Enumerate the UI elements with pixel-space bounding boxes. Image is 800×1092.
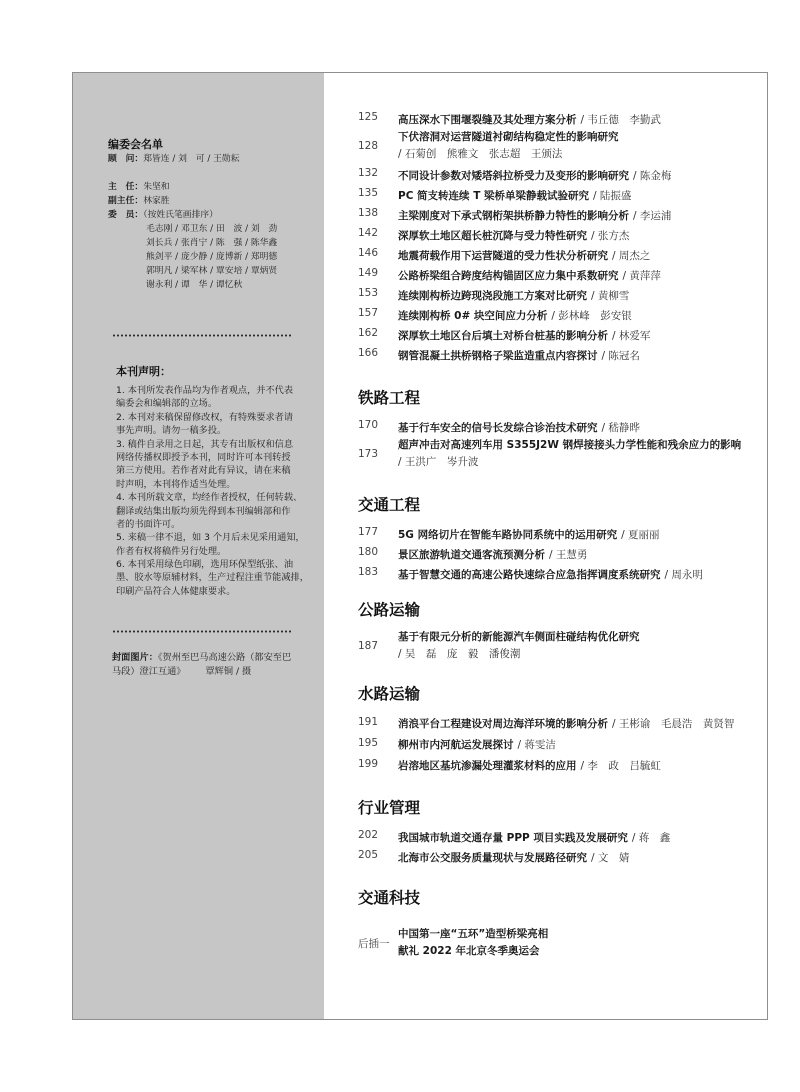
toc-entry bbox=[358, 435, 762, 471]
entry-text bbox=[398, 204, 671, 223]
page-number: 205 bbox=[358, 849, 379, 861]
entry-text bbox=[398, 164, 671, 183]
article-title: 主梁刚度对下承式钢桁架拱桥静力特性的影响分析 bbox=[398, 209, 629, 222]
article-title: 中国第一座“五环”造型桥梁亮相 bbox=[398, 928, 549, 940]
statement-line: 者的书面许可。 bbox=[116, 518, 181, 530]
member-row: 熊剑平 / 庞少静 / 庞博新 / 郑明德 bbox=[146, 252, 278, 262]
article-title: 基于有限元分析的新能源汽车侧面柱碰结构优化研究 bbox=[398, 631, 640, 643]
article-authors: / 李运浦 bbox=[633, 209, 672, 222]
section-heading: 行业管理 bbox=[358, 799, 421, 817]
cover-line bbox=[112, 651, 317, 665]
article-authors: / 陈金梅 bbox=[633, 169, 672, 182]
entry-text bbox=[398, 733, 556, 752]
spacer bbox=[108, 166, 313, 180]
cover-line bbox=[112, 665, 317, 679]
toc-entry bbox=[358, 753, 762, 774]
statement-item bbox=[116, 558, 316, 598]
article-title: 地震荷载作用下运营隧道的受力性状分析研究 bbox=[398, 249, 608, 262]
page-number: 135 bbox=[358, 187, 379, 199]
article-title: 5G 网络切片在智能车路协同系统中的运用研究 bbox=[398, 528, 618, 541]
members-note: （按姓氏笔画排序） bbox=[143, 210, 218, 220]
section-heading: 铁路工程 bbox=[358, 389, 421, 407]
article-title: 消浪平台工程建设对周边海洋环境的影响分析 bbox=[398, 718, 608, 730]
toc-entry bbox=[358, 627, 762, 663]
dotted-divider bbox=[112, 630, 292, 633]
page-number: 128 bbox=[358, 140, 379, 152]
page-number: 138 bbox=[358, 207, 379, 219]
entry-text bbox=[398, 826, 670, 845]
article-authors: / 陆振盛 bbox=[593, 189, 632, 202]
page-number: 157 bbox=[358, 307, 379, 319]
article-authors: / 李 政 吕毓虹 bbox=[580, 760, 661, 772]
article-authors: / 韦丘德 李勤武 bbox=[580, 113, 661, 126]
toc-entry bbox=[358, 203, 762, 223]
statement-line: 印刷产品符合人体健康要求。 bbox=[116, 585, 236, 597]
page-number: 166 bbox=[358, 347, 379, 359]
article-authors: / 王彬谕 毛晨浩 黄贤智 bbox=[612, 718, 735, 730]
entry-text bbox=[398, 712, 734, 731]
toc-section bbox=[358, 798, 762, 865]
toc-entry bbox=[358, 562, 762, 582]
entry-text bbox=[398, 264, 661, 283]
toc-entry bbox=[358, 243, 762, 263]
article-title: 高压深水下围堰裂缝及其处理方案分析 bbox=[398, 113, 577, 126]
article-title: 钢管混凝土拱桥钢格子梁监造重点内容探讨 bbox=[398, 349, 598, 362]
director-line bbox=[108, 180, 313, 194]
statement-line: 翻译或结集出版均须先得到本刊编辑部和作 bbox=[116, 505, 291, 517]
statement-line: 5. 来稿一律不退，如 3 个月后未见采用通知， bbox=[116, 532, 305, 544]
statement-item bbox=[116, 411, 316, 438]
statement-line: 编委会和编辑部的立场。 bbox=[116, 398, 218, 410]
entry-text bbox=[398, 224, 629, 243]
toc-section bbox=[358, 388, 762, 471]
toc-section bbox=[358, 684, 762, 774]
article-title: 基于智慧交通的高速公路快速综合应急指挥调度系统研究 bbox=[398, 568, 661, 581]
toc-entry bbox=[358, 522, 762, 542]
toc-section bbox=[358, 888, 762, 960]
entry-text bbox=[398, 184, 631, 203]
article-subtitle: 献礼 2022 年北京冬季奥运会 bbox=[398, 945, 540, 957]
page-number: 187 bbox=[358, 640, 379, 652]
article-title: 不同设计参数对矮塔斜拉桥受力及变形的影响研究 bbox=[398, 169, 629, 182]
entry-text bbox=[398, 437, 741, 471]
article-authors: / 嵇静晔 bbox=[601, 421, 640, 434]
article-authors: / 吴 磊 庞 毅 潘俊潮 bbox=[398, 648, 521, 660]
members-label: 委 员： bbox=[108, 210, 144, 220]
statement-line: 4. 本刊所载文章，均经作者授权，任何转载、 bbox=[116, 492, 303, 504]
article-title: 公路桥梁组合跨度结构锚固区应力集中系数研究 bbox=[398, 269, 619, 282]
toc-entry bbox=[358, 283, 762, 303]
toc-entry bbox=[358, 542, 762, 562]
entry-text bbox=[398, 284, 629, 303]
article-authors: / 林爱军 bbox=[612, 329, 651, 342]
member-row: 毛志刚 / 邓卫东 / 田 波 / 刘 劲 bbox=[146, 224, 278, 234]
page-number: 183 bbox=[358, 566, 379, 578]
article-title: 岩溶地区基坑渗漏处理灌浆材料的应用 bbox=[398, 760, 577, 772]
statement-line: 作者有权将稿件另行处理。 bbox=[116, 545, 227, 557]
article-authors: / 蒋雯洁 bbox=[517, 739, 556, 751]
article-authors: / 周永明 bbox=[664, 568, 703, 581]
statement-line: 第三方使用。若作者对此有异议，请在来稿 bbox=[116, 465, 291, 477]
board-heading: 编委会名单 bbox=[108, 138, 163, 151]
statement-line: 2. 本刊对来稿保留修改权，有特殊要求者请 bbox=[116, 411, 294, 423]
entry-text bbox=[398, 244, 650, 263]
members-line bbox=[108, 208, 313, 222]
advisors-label: 顾 问： bbox=[108, 154, 144, 164]
section-heading: 交通科技 bbox=[358, 889, 421, 907]
statement-line: 6. 本刊采用绿色印刷，选用环保型纸张、油 bbox=[116, 559, 294, 571]
entry-text bbox=[398, 344, 640, 363]
page-number: 173 bbox=[358, 448, 379, 460]
article-title: 柳州市内河航运发展探讨 bbox=[398, 739, 514, 751]
article-title: 连续刚构桥边跨现浇段施工方案对比研究 bbox=[398, 289, 587, 302]
entry-text bbox=[398, 129, 619, 163]
article-title: 连续刚构桥 0# 块空间应力分析 bbox=[398, 309, 548, 322]
statement-line: 网络传播权即授予本刊，同时许可本刊转授 bbox=[116, 451, 291, 463]
toc-entry bbox=[358, 183, 762, 203]
article-title: 基于行车安全的信号长发综合诊治技术研究 bbox=[398, 421, 598, 434]
toc-entry bbox=[358, 343, 762, 363]
statement-item bbox=[116, 438, 316, 492]
page-number: 142 bbox=[358, 227, 379, 239]
entry-text bbox=[398, 543, 587, 562]
article-authors: / 王慧勇 bbox=[549, 548, 588, 561]
member-list bbox=[108, 222, 313, 292]
director-value: 朱坚和 bbox=[143, 182, 170, 192]
toc-entry bbox=[358, 711, 762, 732]
article-authors: / 文 婧 bbox=[591, 851, 630, 864]
page-number: 125 bbox=[358, 111, 379, 123]
article-title: PC 简支转连续 T 梁桥单梁静载试验研究 bbox=[398, 189, 590, 202]
statement-item bbox=[116, 491, 316, 531]
cover-caption bbox=[112, 651, 317, 679]
member-row: 郭明凡 / 梁军林 / 覃安培 / 覃炳贤 bbox=[146, 266, 278, 276]
cover-label: 封面图片： bbox=[112, 652, 158, 663]
toc-entry bbox=[358, 825, 762, 845]
deputy-director-value: 林家胜 bbox=[143, 196, 170, 206]
advisors-value: 郑皆连 / 刘 可 / 王勋耘 bbox=[143, 154, 240, 164]
advisors-line bbox=[108, 152, 313, 166]
toc-entry bbox=[358, 323, 762, 343]
entry-text bbox=[398, 523, 659, 542]
member-row: 谢永利 / 谭 华 / 谭忆秋 bbox=[146, 280, 243, 290]
statement-line: 时声明，本刊将作适当处理。 bbox=[116, 478, 236, 490]
page-number: 202 bbox=[358, 829, 379, 841]
article-authors: / 石菊创 熊雅文 张志超 王颁法 bbox=[398, 148, 563, 160]
entry-text bbox=[398, 926, 548, 960]
article-authors: / 夏丽丽 bbox=[621, 528, 660, 541]
entry-text bbox=[398, 754, 661, 773]
entry-text bbox=[398, 304, 632, 323]
cover-caption-text: 马段）澄江互通》 bbox=[112, 666, 186, 677]
toc-entry bbox=[358, 415, 762, 435]
toc-entry bbox=[358, 924, 762, 960]
statement-line: 3. 稿件自录用之日起，其专有出版权和信息 bbox=[116, 438, 294, 450]
entry-text bbox=[398, 324, 650, 343]
article-title: 超声冲击对高速列车用 S355J2W 钢焊接接头力学性能和残余应力的影响 bbox=[398, 439, 742, 451]
page-number: 199 bbox=[358, 757, 379, 770]
statement-item bbox=[116, 531, 316, 558]
page-number: 191 bbox=[358, 715, 379, 728]
article-authors: / 彭林峰 彭安银 bbox=[551, 309, 632, 322]
page-number: 162 bbox=[358, 327, 379, 339]
toc-section bbox=[358, 107, 762, 363]
article-title: 我国城市轨道交通存量 PPP 项目实践及发展研究 bbox=[398, 831, 628, 844]
statement-line: 墨、胶水等原辅材料，生产过程注重节能减排， bbox=[116, 572, 309, 584]
toc-entry bbox=[358, 107, 762, 127]
page-number: 180 bbox=[358, 546, 379, 558]
section-heading: 交通工程 bbox=[358, 496, 421, 514]
entry-text bbox=[398, 846, 629, 865]
section-heading: 公路运输 bbox=[358, 601, 421, 619]
dotted-divider bbox=[112, 334, 292, 337]
page-number: 177 bbox=[358, 526, 379, 538]
toc-entry bbox=[358, 845, 762, 865]
statement-line: 1. 本刊所发表作品均为作者观点，并不代表 bbox=[116, 385, 294, 396]
section-heading: 水路运输 bbox=[358, 685, 421, 703]
statement-line: 事先声明。请勿一稿多投。 bbox=[116, 425, 227, 437]
article-authors: / 黄萍萍 bbox=[622, 269, 661, 282]
toc-entry bbox=[358, 163, 762, 183]
entry-text bbox=[398, 416, 640, 435]
editorial-board bbox=[108, 138, 313, 292]
toc-entry bbox=[358, 732, 762, 753]
article-title: 下伏溶洞对运营隧道衬砌结构稳定性的影响研究 bbox=[398, 131, 619, 143]
statement-heading: 本刊声明： bbox=[116, 365, 171, 378]
article-title: 景区旅游轨道交通客流预测分析 bbox=[398, 548, 545, 561]
article-title: 深厚软土地区超长桩沉降与受力特性研究 bbox=[398, 229, 587, 242]
entry-text bbox=[398, 563, 703, 582]
page-number: 170 bbox=[358, 419, 379, 431]
article-authors: / 周杰之 bbox=[612, 249, 651, 262]
page-number: 146 bbox=[358, 247, 379, 259]
article-authors: / 陈冠名 bbox=[601, 349, 640, 362]
article-authors: / 蒋 鑫 bbox=[631, 831, 671, 844]
page-number: 195 bbox=[358, 736, 379, 749]
cover-credit: 覃辉铜 / 摄 bbox=[205, 666, 252, 677]
journal-statement bbox=[116, 365, 316, 598]
entry-text bbox=[398, 108, 661, 127]
article-title: 深厚软土地区台后填土对桥台桩基的影响分析 bbox=[398, 329, 608, 342]
article-authors: / 王洪广 岑升波 bbox=[398, 456, 479, 468]
page-number: 149 bbox=[358, 267, 379, 279]
cover-caption-text: 《贺州至巴马高速公路（都安至巴 bbox=[157, 652, 292, 663]
page-number: 后插一 bbox=[358, 937, 390, 950]
toc-entry bbox=[358, 303, 762, 323]
entry-text bbox=[398, 629, 640, 663]
article-title: 北海市公交服务质量现状与发展路径研究 bbox=[398, 851, 587, 864]
deputy-director-line bbox=[108, 194, 313, 208]
director-label: 主 任： bbox=[108, 182, 144, 192]
deputy-director-label: 副主任： bbox=[108, 196, 144, 206]
article-authors: / 黄柳雪 bbox=[591, 289, 630, 302]
toc-entry bbox=[358, 127, 762, 163]
page-number: 132 bbox=[358, 167, 379, 179]
toc-entry bbox=[358, 263, 762, 283]
member-row: 刘长兵 / 张肖宁 / 陈 强 / 陈华鑫 bbox=[146, 238, 278, 248]
toc-section bbox=[358, 495, 762, 582]
toc-entry bbox=[358, 223, 762, 243]
article-authors: / 张方杰 bbox=[591, 229, 630, 242]
statement-item bbox=[116, 384, 316, 411]
toc-section bbox=[358, 600, 762, 663]
page-number: 153 bbox=[358, 287, 379, 299]
